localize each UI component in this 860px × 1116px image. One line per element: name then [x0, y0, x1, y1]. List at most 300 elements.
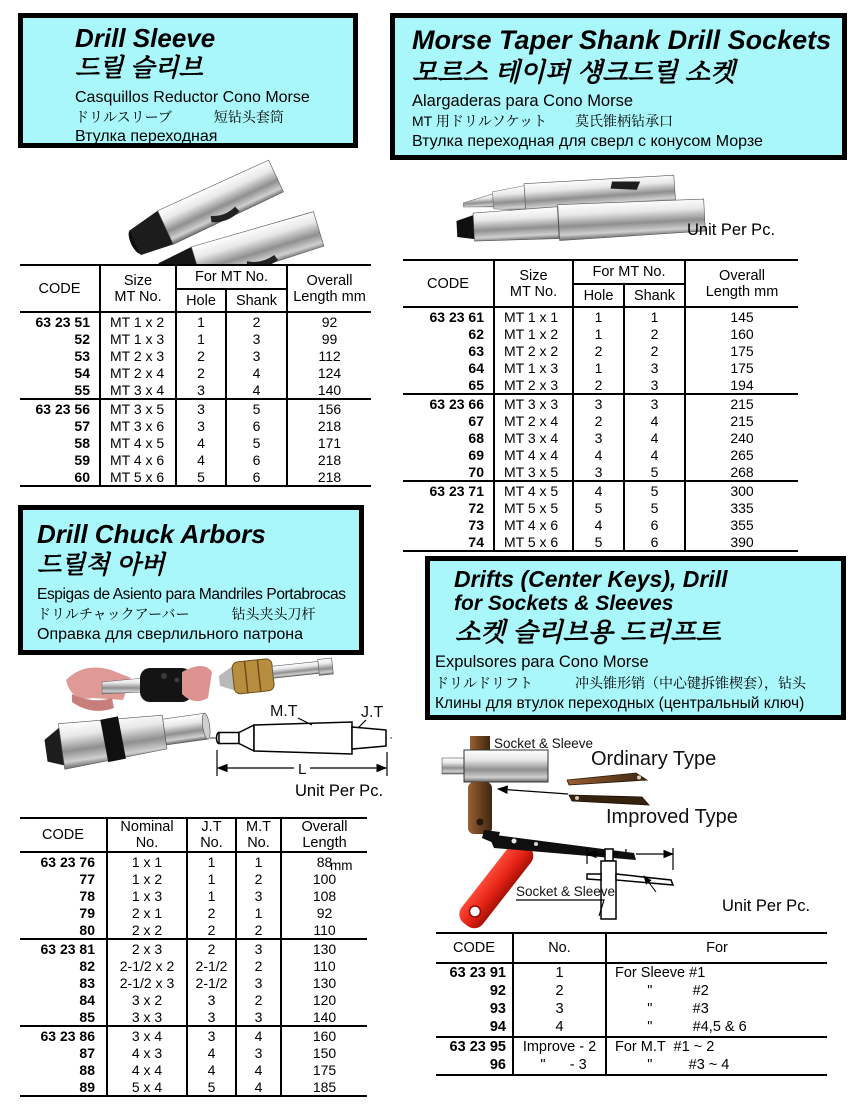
- col-overall: Overall Length: [281, 818, 367, 852]
- table-cell: 85: [79, 1008, 95, 1025]
- ordinary-drift-keys: [567, 773, 649, 805]
- drill-sleeve-table: [20, 264, 371, 487]
- table-cell: 194: [685, 376, 798, 394]
- col-size: Size MT No.: [100, 265, 176, 312]
- table-row: [436, 982, 827, 1000]
- table-row: [20, 312, 371, 330]
- table-cell: MT 1 x 1: [494, 307, 573, 325]
- hands-chuck-photo: [66, 666, 212, 711]
- table-cell: 62: [468, 325, 484, 342]
- table-cell: 77: [79, 870, 95, 887]
- table-cell: For M.T #1 ~ 2: [606, 1037, 827, 1056]
- table-cell: 3: [226, 330, 287, 347]
- table-cell: MT 2 x 3: [494, 376, 573, 394]
- table-row: [403, 342, 798, 359]
- table-row: [403, 463, 798, 481]
- table-cell: 72: [468, 499, 484, 516]
- table-cell: 130: [281, 974, 367, 991]
- table-cell: 2: [176, 364, 226, 381]
- table-row: [20, 904, 367, 921]
- table-cell: 2-1/2 x 3: [107, 974, 187, 991]
- table-cell: 100: [281, 870, 367, 887]
- table-cell: 2: [176, 347, 226, 364]
- table-cell: 3: [236, 939, 281, 957]
- drill-sockets-title-en: Morse Taper Shank Drill Sockets: [412, 25, 832, 55]
- table-cell: 55: [74, 381, 90, 398]
- table-row: [403, 307, 798, 325]
- table-cell: 63 23 71: [403, 481, 494, 499]
- table-cell: 63 23 81: [20, 939, 107, 957]
- table-cell: 1: [513, 963, 606, 982]
- table-cell: 54: [74, 364, 90, 381]
- table-cell: 1: [187, 852, 236, 870]
- table-cell: 2: [187, 939, 236, 957]
- table-row: [20, 991, 367, 1008]
- table-row: [20, 451, 371, 468]
- table-cell: 4: [176, 451, 226, 468]
- socket-sleeve-label-bottom: Socket & Sleeve: [516, 884, 616, 899]
- table-cell: 92: [281, 904, 367, 921]
- table-cell: MT 3 x 4: [494, 429, 573, 446]
- table-cell: 63 23 66: [403, 394, 494, 412]
- table-cell: 73: [468, 516, 484, 533]
- table-cell: 1: [176, 312, 226, 330]
- table-cell: 215: [685, 412, 798, 429]
- table-cell: 63 23 91: [436, 963, 513, 982]
- table-cell: 4: [226, 381, 287, 399]
- table-cell: 2: [624, 342, 685, 359]
- drill-sleeve-line-jazh: ドリルスリーブ 短钻头套筒: [75, 109, 284, 125]
- chuck-arbors-line-es: Espigas de Asiento para Mandriles Portabrocas: [37, 586, 346, 603]
- table-cell: MT 5 x 5: [494, 499, 573, 516]
- table-row: [20, 957, 367, 974]
- table-row: [403, 481, 798, 499]
- drill-sleeve-panel: [18, 13, 358, 148]
- table-cell: MT 1 x 2: [494, 325, 573, 342]
- table-cell: 60: [74, 468, 90, 485]
- table-cell: 2: [187, 921, 236, 939]
- table-cell: 4: [187, 1061, 236, 1078]
- table-cell: 64: [468, 359, 484, 376]
- table-cell: 92: [489, 983, 506, 999]
- table-cell: 83: [79, 974, 95, 991]
- mm-unit-label: mm: [330, 858, 353, 873]
- drill-sleeve-title-ko: 드릴 슬리브: [75, 54, 203, 82]
- drill-sleeve-title-en: Drill Sleeve: [75, 23, 216, 53]
- table-row: [20, 1044, 367, 1061]
- table-cell: 110: [281, 957, 367, 974]
- table-cell: 4: [624, 429, 685, 446]
- table-cell: 63 23 95: [436, 1037, 513, 1056]
- chuck-arbors-table: [20, 817, 367, 1097]
- drill-sockets-table: [403, 259, 798, 552]
- table-cell: 156: [287, 399, 371, 417]
- table-cell: 3: [236, 1008, 281, 1026]
- table-row: [403, 394, 798, 412]
- table-cell: 3: [236, 887, 281, 904]
- table-cell: MT 1 x 3: [100, 330, 176, 347]
- table-cell: 2-1/2: [187, 974, 236, 991]
- table-cell: MT 3 x 4: [100, 381, 176, 399]
- table-cell: MT 4 x 5: [100, 434, 176, 451]
- table-cell: 2-1/2 x 2: [107, 957, 187, 974]
- col-nominal: Nominal No.: [107, 818, 187, 852]
- drifts-title-en-line1: Drifts (Center Keys), Drill: [454, 566, 728, 592]
- table-cell: MT 3 x 3: [494, 394, 573, 412]
- table-cell: 3: [236, 974, 281, 991]
- table-cell: 4: [513, 1018, 606, 1037]
- table-cell: 58: [74, 434, 90, 451]
- table-row: [20, 870, 367, 887]
- drill-sleeve-line-ru: Втулка переходная: [75, 128, 218, 145]
- col-code: CODE: [453, 940, 495, 956]
- table-cell: For Sleeve #1: [606, 963, 827, 982]
- ordinary-type-label: Ordinary Type: [591, 748, 717, 770]
- table-cell: 218: [287, 468, 371, 486]
- table-cell: 2 x 2: [107, 921, 187, 939]
- table-cell: 1: [236, 852, 281, 870]
- table-row: [20, 364, 371, 381]
- table-cell: 175: [685, 342, 798, 359]
- table-cell: MT 3 x 5: [100, 399, 176, 417]
- col-hole: Hole: [573, 284, 624, 307]
- table-cell: 1 x 2: [107, 870, 187, 887]
- table-cell: 1: [573, 325, 624, 342]
- table-cell: " #3: [606, 1000, 827, 1018]
- table-row: [403, 533, 798, 551]
- table-cell: 57: [74, 417, 90, 434]
- table-cell: 5: [187, 1078, 236, 1096]
- table-row: [403, 516, 798, 533]
- table-cell: 1 x 1: [107, 852, 187, 870]
- table-cell: 3: [573, 463, 624, 481]
- table-row: [20, 330, 371, 347]
- table-cell: 145: [685, 307, 798, 325]
- table-row: [436, 1037, 827, 1056]
- table-cell: 59: [74, 451, 90, 468]
- table-row: [20, 887, 367, 904]
- col-shank: Shank: [226, 289, 287, 312]
- table-cell: 63 23 76: [20, 852, 107, 870]
- table-cell: 2: [573, 412, 624, 429]
- chuck-arbors-title-ko: 드릴척 아버: [37, 551, 165, 579]
- table-cell: 3 x 3: [107, 1008, 187, 1026]
- table-cell: 63: [468, 342, 484, 359]
- table-cell: 3: [513, 1000, 606, 1018]
- socket-sleeve-label-top: Socket & Sleeve: [494, 736, 594, 751]
- table-row: [403, 499, 798, 516]
- table-cell: 171: [287, 434, 371, 451]
- table-cell: MT 4 x 5: [494, 481, 573, 499]
- table-row: [20, 468, 371, 486]
- table-cell: MT 1 x 3: [494, 359, 573, 376]
- drill-sockets-panel: [390, 13, 847, 160]
- table-cell: 268: [685, 463, 798, 481]
- table-cell: 265: [685, 446, 798, 463]
- table-cell: 4: [226, 364, 287, 381]
- drill-sockets-title-ko: 모르스 테이퍼 섕크드릴 소켓: [412, 57, 736, 87]
- table-cell: " #2: [606, 982, 827, 1000]
- table-cell: " #3 ~ 4: [606, 1056, 827, 1075]
- table-cell: 1: [573, 359, 624, 376]
- table-row: [20, 1061, 367, 1078]
- table-cell: 6: [226, 417, 287, 434]
- table-cell: 1: [176, 330, 226, 347]
- table-cell: 87: [79, 1044, 95, 1061]
- table-cell: 1: [187, 887, 236, 904]
- table-cell: 5: [573, 499, 624, 516]
- col-code: CODE: [42, 827, 84, 843]
- table-cell: 4: [573, 481, 624, 499]
- table-cell: 150: [281, 1044, 367, 1061]
- table-cell: 5: [226, 434, 287, 451]
- unit-per-pc-label-sockets: Unit Per Pc.: [687, 221, 776, 239]
- table-cell: 88: [281, 852, 367, 870]
- col-for: For: [606, 933, 827, 963]
- col-mt: M.T No.: [236, 818, 281, 852]
- table-cell: 84: [79, 991, 95, 1008]
- table-cell: 218: [287, 417, 371, 434]
- table-cell: 3: [187, 1008, 236, 1026]
- table-cell: 2: [226, 312, 287, 330]
- table-cell: 3: [573, 394, 624, 412]
- table-cell: 2: [236, 870, 281, 887]
- table-cell: 89: [79, 1078, 95, 1095]
- table-cell: MT 2 x 4: [494, 412, 573, 429]
- table-cell: 3: [226, 347, 287, 364]
- table-row: [403, 376, 798, 394]
- table-cell: 80: [79, 921, 95, 938]
- col-no: No.: [513, 933, 606, 963]
- chuck-arbors-table-header: [20, 818, 367, 852]
- table-cell: 140: [281, 1008, 367, 1026]
- col-code: CODE: [427, 275, 469, 292]
- jt-dim-label: J.T: [361, 704, 384, 721]
- table-row: [436, 1056, 827, 1075]
- drill-sockets-table-header: [403, 260, 798, 307]
- table-cell: 6: [226, 451, 287, 468]
- table-row: [436, 1000, 827, 1018]
- table-cell: Improve - 2: [513, 1037, 606, 1056]
- table-cell: 1: [236, 904, 281, 921]
- col-for-mt: For MT No.: [573, 260, 685, 284]
- table-cell: 2 x 3: [107, 939, 187, 957]
- table-cell: 3: [624, 359, 685, 376]
- table-cell: 65: [468, 376, 484, 393]
- table-cell: MT 2 x 4: [100, 364, 176, 381]
- table-cell: 218: [287, 451, 371, 468]
- table-cell: 63 23 61: [403, 307, 494, 325]
- table-row: [403, 429, 798, 446]
- arbor-photo: [43, 703, 213, 772]
- col-for-mt: For MT No.: [176, 265, 287, 289]
- improved-type-label: Improved Type: [606, 806, 738, 828]
- table-cell: 4: [624, 446, 685, 463]
- table-cell: 2: [236, 991, 281, 1008]
- table-row: [403, 412, 798, 429]
- table-cell: 124: [287, 364, 371, 381]
- chuck-arbors-title-en: Drill Chuck Arbors: [37, 519, 266, 549]
- table-cell: MT 3 x 5: [494, 463, 573, 481]
- table-cell: 2: [513, 982, 606, 1000]
- table-cell: 70: [468, 463, 484, 480]
- col-overall: Overall Length mm: [685, 260, 798, 307]
- table-cell: 4: [624, 412, 685, 429]
- drill-sleeve-photo: [95, 150, 335, 268]
- table-cell: 94: [489, 1019, 506, 1035]
- chuck-arbors-line-jazh: ドリルチャックアーバー 钻头夹头刀杆: [37, 606, 316, 622]
- table-cell: 130: [281, 939, 367, 957]
- table-row: [436, 963, 827, 982]
- table-cell: MT 1 x 2: [100, 312, 176, 330]
- col-hole: Hole: [176, 289, 226, 312]
- table-cell: 3: [573, 429, 624, 446]
- drifts-table-header: [436, 933, 827, 963]
- table-cell: 99: [287, 330, 371, 347]
- table-cell: MT 2 x 3: [100, 347, 176, 364]
- table-cell: MT 5 x 6: [494, 533, 573, 551]
- table-cell: 5: [226, 399, 287, 417]
- drifts-title-en-line2: for Sockets & Sleeves: [454, 592, 674, 615]
- drill-sleeve-table-header: [20, 265, 371, 312]
- table-cell: 5: [624, 481, 685, 499]
- table-cell: 120: [281, 991, 367, 1008]
- table-cell: 5: [573, 533, 624, 551]
- table-cell: " - 3: [513, 1056, 606, 1075]
- table-cell: 175: [685, 359, 798, 376]
- table-cell: 2: [187, 904, 236, 921]
- table-row: [20, 347, 371, 364]
- table-cell: 160: [281, 1026, 367, 1044]
- table-cell: 1: [624, 307, 685, 325]
- table-cell: 3: [624, 394, 685, 412]
- table-cell: MT 5 x 6: [100, 468, 176, 486]
- drifts-line-jazh: ドリルドリフト 冲头锥形销（中心键拆锥楔套），钻头: [435, 675, 806, 691]
- table-cell: 335: [685, 499, 798, 516]
- drill-sockets-line-jazh: MT 用ドリルソケット 莫氏锥柄钻承口: [412, 113, 674, 129]
- table-cell: MT 4 x 6: [494, 516, 573, 533]
- table-cell: 3: [187, 991, 236, 1008]
- l-dim-label: L: [298, 761, 307, 778]
- table-cell: 2: [236, 957, 281, 974]
- col-overall: Overall Length mm: [287, 265, 371, 312]
- table-row: [20, 381, 371, 399]
- table-cell: 140: [287, 381, 371, 399]
- drifts-panel: [425, 556, 846, 720]
- small-chuck-photo: [218, 652, 335, 696]
- table-cell: 68: [468, 429, 484, 446]
- table-cell: 4: [236, 1061, 281, 1078]
- table-cell: 67: [468, 412, 484, 429]
- drifts-line-ru: Клины для втулок переходных (центральный ключ): [435, 695, 805, 712]
- drifts-table: [436, 932, 827, 1076]
- table-cell: 3: [176, 417, 226, 434]
- table-cell: 5: [624, 463, 685, 481]
- table-cell: 108: [281, 887, 367, 904]
- col-size: Size MT No.: [494, 260, 573, 307]
- table-cell: 63 23 51: [20, 312, 100, 330]
- table-cell: 4: [573, 516, 624, 533]
- table-cell: 3: [176, 381, 226, 399]
- unit-per-pc-label-arbors: Unit Per Pc.: [295, 782, 384, 800]
- table-cell: 52: [74, 330, 90, 347]
- table-cell: 92: [287, 312, 371, 330]
- table-cell: 110: [281, 921, 367, 939]
- chuck-arbors-line-ru: Оправка для сверлильного патрона: [37, 626, 304, 643]
- table-cell: 112: [287, 347, 371, 364]
- table-row: [20, 417, 371, 434]
- table-cell: 1: [573, 307, 624, 325]
- table-row: [20, 1078, 367, 1096]
- table-cell: 78: [79, 887, 95, 904]
- table-cell: 2-1/2: [187, 957, 236, 974]
- table-row: [20, 1008, 367, 1026]
- table-cell: 2: [236, 921, 281, 939]
- table-cell: 63 23 56: [20, 399, 100, 417]
- table-row: [403, 359, 798, 376]
- table-cell: 160: [685, 325, 798, 342]
- col-shank: Shank: [624, 284, 685, 307]
- table-cell: MT 4 x 6: [100, 451, 176, 468]
- drift-l-dim-label: L: [624, 846, 633, 863]
- table-cell: 2: [624, 325, 685, 342]
- mt-dim-label: M.T: [270, 703, 298, 720]
- table-row: [20, 1026, 367, 1044]
- table-cell: MT 3 x 6: [100, 417, 176, 434]
- table-row: [20, 921, 367, 939]
- table-cell: 215: [685, 394, 798, 412]
- table-cell: 5: [176, 468, 226, 486]
- table-cell: 175: [281, 1061, 367, 1078]
- table-cell: 3: [236, 1044, 281, 1061]
- col-jt: J.T No.: [187, 818, 236, 852]
- table-cell: 3: [187, 1026, 236, 1044]
- col-code: CODE: [38, 280, 81, 297]
- drill-sleeve-line-es: Casquillos Reductor Cono Morse: [75, 89, 310, 106]
- table-cell: 1 x 3: [107, 887, 187, 904]
- table-cell: 355: [685, 516, 798, 533]
- table-cell: 96: [489, 1057, 506, 1073]
- table-cell: 4 x 3: [107, 1044, 187, 1061]
- table-cell: 4: [573, 446, 624, 463]
- table-cell: 4: [176, 434, 226, 451]
- table-cell: 53: [74, 347, 90, 364]
- table-cell: 300: [685, 481, 798, 499]
- table-cell: 5: [624, 499, 685, 516]
- table-cell: MT 4 x 4: [494, 446, 573, 463]
- table-cell: 185: [281, 1078, 367, 1096]
- table-row: [403, 446, 798, 463]
- table-row: [20, 974, 367, 991]
- table-cell: 240: [685, 429, 798, 446]
- drifts-line-es: Expulsores para Cono Morse: [435, 653, 649, 671]
- table-cell: 2: [573, 342, 624, 359]
- table-cell: 88: [79, 1061, 95, 1078]
- table-cell: MT 2 x 2: [494, 342, 573, 359]
- table-cell: 82: [79, 957, 95, 974]
- table-cell: 1: [187, 870, 236, 887]
- table-row: [436, 1018, 827, 1037]
- table-cell: 3 x 2: [107, 991, 187, 1008]
- drill-sockets-line-ru: Втулка переходная для сверл с конусом Морзе: [412, 133, 763, 150]
- table-cell: 63 23 86: [20, 1026, 107, 1044]
- drill-sockets-line-es: Alargaderas para Cono Morse: [412, 92, 634, 110]
- table-cell: 6: [226, 468, 287, 486]
- unit-per-pc-label-drifts: Unit Per Pc.: [722, 897, 811, 915]
- table-row: [20, 434, 371, 451]
- table-cell: 390: [685, 533, 798, 551]
- table-cell: 93: [489, 1001, 506, 1017]
